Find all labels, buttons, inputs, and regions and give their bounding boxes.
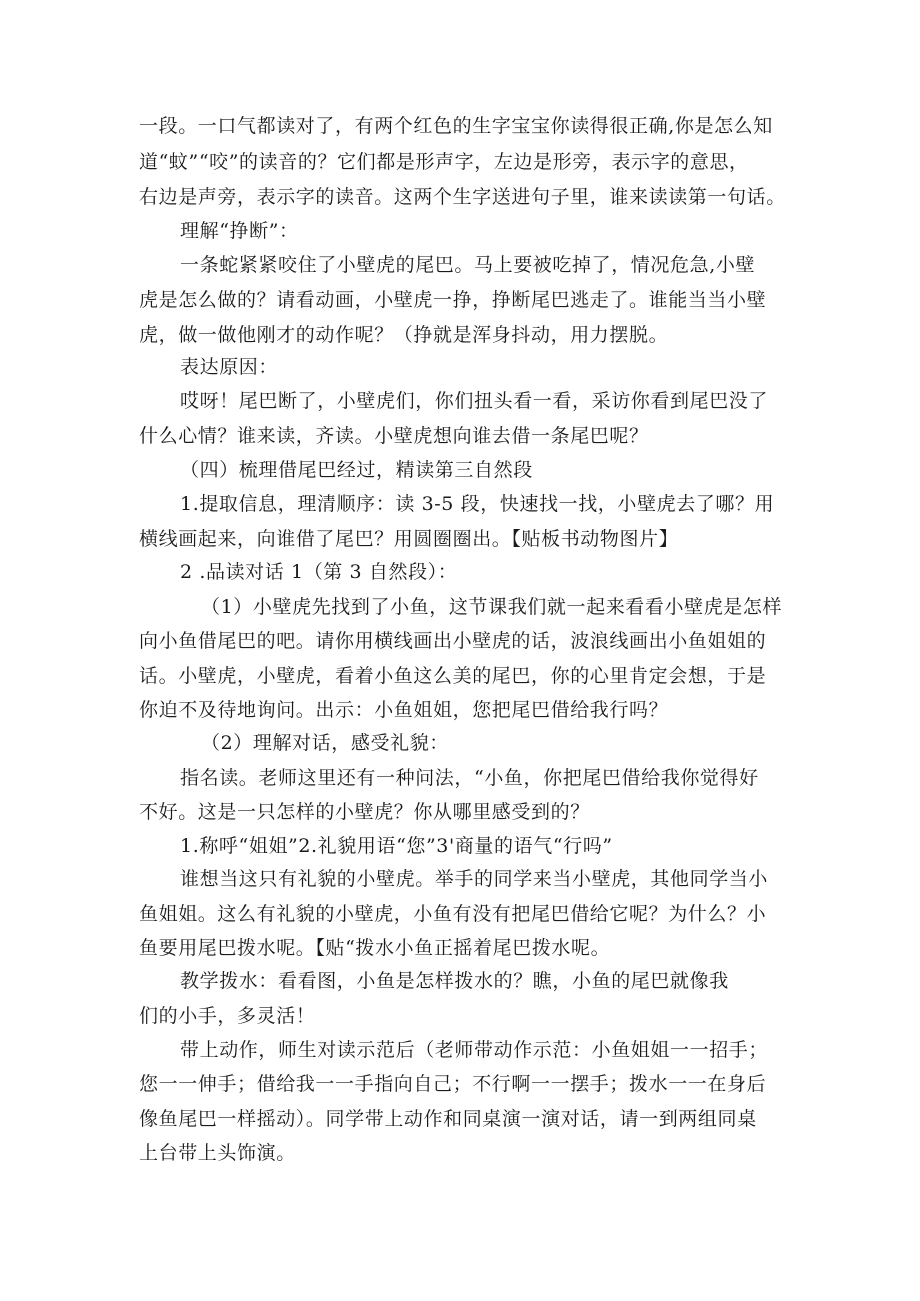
text-line: 虎是怎么做的？请看动画，小壁虎一挣，挣断尾巴逃走了。谁能当当小壁	[139, 289, 767, 311]
text-line: 什么心情？谁来读，齐读。小壁虎想向谁去借一条尾巴呢？	[139, 425, 649, 447]
text-line: （1）小壁虎先找到了小鱼，这节课我们就一起来看看小壁虎是怎样	[201, 596, 783, 618]
text-line: 您一一伸手；借给我一一手指向自己；不行啊一一摆手；拨水一一在身后	[139, 1073, 767, 1095]
text-line: 你迫不及待地询问。出示：小鱼姐姐，您把尾巴借给我行吗？	[139, 699, 669, 721]
text-line: 鱼要用尾巴拨水呢。【贴“拨水小鱼正摇着尾巴拨水呢。	[139, 937, 611, 959]
text-line: 一条蛇紧紧咬住了小壁虎的尾巴。马上要被吃掉了，情况危急,小壁	[180, 254, 756, 276]
text-line: 虎，做一做他刚才的动作呢？（挣就是浑身抖动，用力摆脱。	[139, 324, 669, 346]
text-line: 不好。这是一只怎样的小壁虎？你从哪里感受到的？	[139, 801, 590, 823]
text-line: 鱼姐姐。这么有礼貌的小壁虎，小鱼有没有把尾巴借给它呢？为什么？小	[139, 903, 767, 925]
text-line: 们的小手，多灵活！	[139, 1005, 316, 1027]
text-line: 带上动作，师生对读示范后（老师带动作示范：小鱼姐姐一一招手；	[180, 1039, 769, 1061]
text-line: （2）理解对话，感受礼貌：	[201, 732, 449, 754]
text-line: 上台带上头饰演。	[139, 1142, 296, 1164]
text-line: 一段。一口气都读对了，有两个红色的生字宝宝你读得很正确,你是怎么知	[139, 115, 773, 137]
text-line: 1.提取信息，理清顺序：读 3-5 段，快速找一找，小壁虎去了哪？用	[180, 493, 775, 515]
text-line: 2 .品读对话 1（第 3 自然段）：	[180, 561, 458, 583]
text-line: 像鱼尾巴一样摇动）。同学带上动作和同桌演一演对话，请一到两组同桌	[139, 1108, 757, 1130]
text-line: 道“蚊”“咬”的读音的？它们都是形声字，左边是形旁，表示字的意思，	[139, 151, 749, 173]
text-line: 谁想当这只有礼貌的小壁虎。举手的同学来当小壁虎，其他同学当小	[180, 868, 769, 890]
text-line: （四）梳理借尾巴经过，精读第三自然段	[180, 459, 533, 481]
text-line: 教学拨水：看看图，小鱼是怎样拨水的？瞧，小鱼的尾巴就像我	[180, 970, 729, 992]
text-line: 右边是声旁，表示字的读音。这两个生字送进句子里，谁来读读第一句话。	[139, 186, 786, 208]
text-line: 哎呀！尾巴断了，小壁虎们，你们扭头看一看，采访你看到尾巴没了	[180, 390, 769, 412]
text-line: 横线画起来，向谁借了尾巴？用圆圈圈出。【贴板书动物图片】	[139, 528, 679, 550]
text-line: 话。小壁虎，小壁虎，看着小鱼这么美的尾巴，你的心里肯定会想，于是	[139, 665, 767, 687]
text-line: 向小鱼借尾巴的吧。请你用横线画出小壁虎的话，波浪线画出小鱼姐姐的	[139, 630, 767, 652]
text-line: 表达原因：	[180, 356, 279, 378]
text-line: 1.称呼“姐姐”2.礼貌用语“您”3'商量的语气“行吗”	[180, 835, 613, 857]
text-line: 指名读。老师这里还有一种问法，“小鱼，你把尾巴借给我你觉得好	[180, 767, 759, 789]
text-line: 理解“挣断”：	[180, 220, 299, 242]
